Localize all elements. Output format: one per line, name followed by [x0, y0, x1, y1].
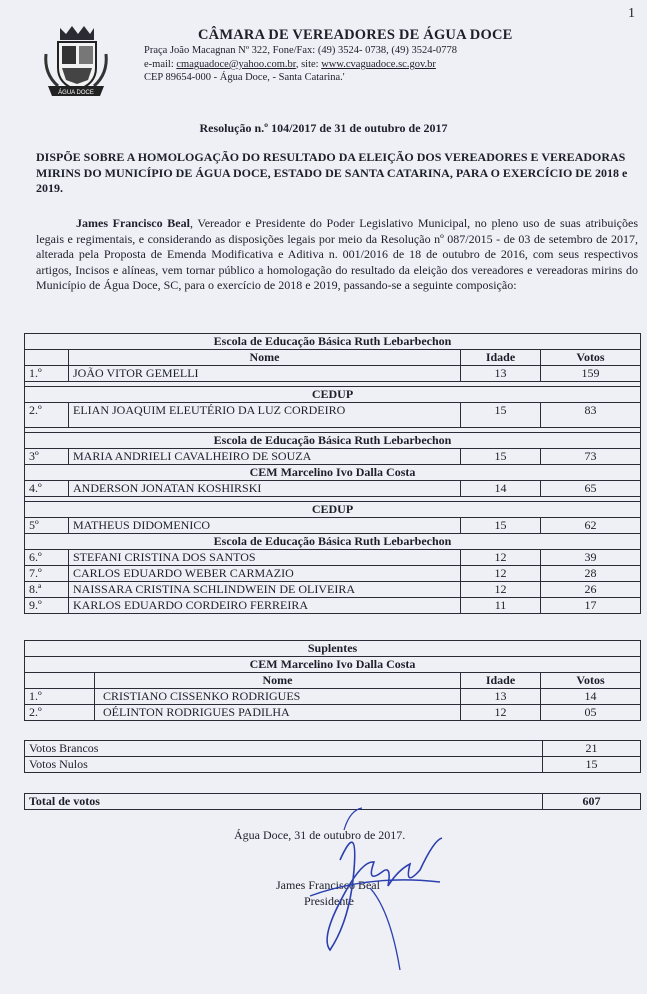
- page-number: 1: [628, 6, 635, 21]
- row-votes: 05: [541, 705, 641, 721]
- institution-address: Praça João Macagnan Nº 322, Fone/Fax: (49) 3524- 0738, (49) 3524-0778: [144, 45, 457, 56]
- institution-name: CÂMARA DE VEREADORES DE ÁGUA DOCE: [198, 27, 513, 43]
- row-name: CARLOS EDUARDO WEBER CARMAZIO: [69, 566, 461, 582]
- postal-code-line: CEP 89654-000 - Água Doce, - Santa Catarina.': [144, 72, 345, 83]
- table-row: [25, 705, 641, 721]
- total-votes-label: Total de votos: [25, 794, 543, 810]
- signer-name: James Francisco Beal: [276, 878, 380, 892]
- school-name: CEM Marcelino Ivo Dalla Costa: [25, 465, 641, 481]
- row-votes: 83: [541, 403, 641, 428]
- header-age: Idade: [461, 350, 541, 366]
- header-position: [25, 350, 69, 366]
- row-position: 5º: [25, 518, 69, 534]
- table-row: [25, 566, 641, 582]
- row-position: 4.º: [25, 481, 69, 497]
- resolution-title: Resolução n.º 104/2017 de 31 de outubro de 2017: [199, 121, 448, 135]
- null-votes-value: 15: [543, 757, 641, 773]
- substitutes-title-row: [25, 641, 641, 657]
- row-name: STEFANI CRISTINA DOS SANTOS: [69, 550, 461, 566]
- header-votes: Votos: [541, 350, 641, 366]
- table-row: [25, 518, 641, 534]
- crest-ribbon-text: ÁGUA DOCE: [58, 90, 94, 96]
- row-votes: 26: [541, 582, 641, 598]
- school-section-row: [25, 433, 641, 449]
- school-section-row: [25, 502, 641, 518]
- row-name: KARLOS EDUARDO CORDEIRO FERREIRA: [69, 598, 461, 614]
- table-row: [25, 582, 641, 598]
- school-name: Escola de Educação Básica Ruth Lebarbechon: [25, 433, 641, 449]
- row-age: 15: [461, 518, 541, 534]
- row-position: 2.º: [25, 403, 69, 428]
- row-age: 12: [461, 582, 541, 598]
- row-name: JOÃO VITOR GEMELLI: [69, 366, 461, 382]
- header-position: [25, 673, 95, 689]
- substitutes-school: CEM Marcelino Ivo Dalla Costa: [25, 657, 641, 673]
- row-position: 2.º: [25, 705, 95, 721]
- signer-role: Presidente: [304, 894, 354, 908]
- row-position: 7.º: [25, 566, 69, 582]
- school-section-row: [25, 387, 641, 403]
- header-name: Nome: [95, 673, 461, 689]
- row-position: 6.º: [25, 550, 69, 566]
- school-section-row: [25, 465, 641, 481]
- results-table: [24, 333, 641, 614]
- row-age: 14: [461, 481, 541, 497]
- row-name: NAISSARA CRISTINA SCHLINDWEIN DE OLIVEIRA: [69, 582, 461, 598]
- site-label: , site:: [295, 59, 319, 70]
- row-position: 8.ª: [25, 582, 69, 598]
- intro-paragraph: [36, 216, 638, 294]
- row-votes: 65: [541, 481, 641, 497]
- header-age: Idade: [461, 673, 541, 689]
- row-position: 9.º: [25, 598, 69, 614]
- resolution-subject: DISPÕE SOBRE A HOMOLOGAÇÃO DO RESULTADO DA ELEIÇÃO DOS VEREADORES E VEREADORAS MIRINS DO MUNICÍPIO DE ÁGUA DOCE, ESTADO DE SANTA CATARINA, PARA O EXERCÍCIO DE 2018 e 2019.: [36, 150, 628, 195]
- school-section-row: [25, 334, 641, 350]
- row-position: 1.º: [25, 689, 95, 705]
- school-name: Escola de Educação Básica Ruth Lebarbechon: [25, 334, 641, 350]
- row-votes: 73: [541, 449, 641, 465]
- school-name: CEDUP: [25, 387, 641, 403]
- row-age: 12: [461, 705, 541, 721]
- substitutes-table: [24, 640, 641, 721]
- school-name: Escola de Educação Básica Ruth Lebarbechon: [25, 534, 641, 550]
- row-age: 15: [461, 449, 541, 465]
- row-name: MARIA ANDRIELI CAVALHEIRO DE SOUZA: [69, 449, 461, 465]
- header-name: Nome: [69, 350, 461, 366]
- row-name: MATHEUS DIDOMENICO: [69, 518, 461, 534]
- school-section-row: [25, 534, 641, 550]
- substitutes-title: Suplentes: [25, 641, 641, 657]
- table-row: [25, 550, 641, 566]
- row-age: 12: [461, 550, 541, 566]
- row-age: 13: [461, 366, 541, 382]
- table-row: [25, 481, 641, 497]
- row-position: 3º: [25, 449, 69, 465]
- row-age: 11: [461, 598, 541, 614]
- row-votes: 28: [541, 566, 641, 582]
- row-name: OÉLINTON RODRIGUES PADILHA: [95, 705, 461, 721]
- row-name: CRISTIANO CISSENKO RODRIGUES: [95, 689, 461, 705]
- email-label: e-mail:: [144, 59, 174, 70]
- null-votes-label: Votos Nulos: [25, 757, 543, 773]
- place-date: Água Doce, 31 de outubro de 2017.: [234, 828, 406, 842]
- intro-text: , Vereador e Presidente do Poder Legislativo Municipal, no pleno uso de suas atribuições legais e regimentais, e considerando as disposições legais por meio da Resolução nº 087/2015 - de 03 de setembro de 2017, alterada pela Proposta de Emenda Modificativa e Aditiva n. 001/2016 de 18 de outubro de 2016, com seus respectivos artigos, Incisos e alíneas, vem tornar público a homologação do resultado da eleição dos vereadores e vereadoras mirins do Município de Água Doce, SC, para o exercício de 2018 e 2019, passando-se a seguinte composição:: [36, 216, 638, 292]
- blank-votes-value: 21: [543, 741, 641, 757]
- row-votes: 17: [541, 598, 641, 614]
- substitutes-school-row: [25, 657, 641, 673]
- table-row: [25, 598, 641, 614]
- row-age: 12: [461, 566, 541, 582]
- row-position: 1.º: [25, 366, 69, 382]
- substitutes-header-row: [25, 673, 641, 689]
- handwritten-signature-icon: [270, 800, 460, 980]
- president-name: James Francisco Beal: [76, 216, 190, 230]
- table-row: [25, 689, 641, 705]
- row-age: 13: [461, 689, 541, 705]
- municipal-crest-icon: [40, 24, 112, 100]
- row-votes: 62: [541, 518, 641, 534]
- row-name: ANDERSON JONATAN KOSHIRSKI: [69, 481, 461, 497]
- row-age: 15: [461, 403, 541, 428]
- email-link[interactable]: cmaguadoce@yahoo.com.br: [176, 59, 296, 70]
- header-votes: Votos: [541, 673, 641, 689]
- row-votes: 14: [541, 689, 641, 705]
- school-name: CEDUP: [25, 502, 641, 518]
- site-link[interactable]: www.cvaguadoce.sc.gov.br: [321, 59, 436, 70]
- table-row: [25, 366, 641, 382]
- blank-null-votes-table: [24, 740, 641, 773]
- row-votes: 159: [541, 366, 641, 382]
- blank-votes-label: Votos Brancos: [25, 741, 543, 757]
- row-name: ELIAN JOAQUIM ELEUTÉRIO DA LUZ CORDEIRO: [69, 403, 461, 428]
- row-votes: 39: [541, 550, 641, 566]
- total-votes-value: 607: [543, 794, 641, 810]
- blank-votes-row: [25, 741, 641, 757]
- table-row: [25, 449, 641, 465]
- contact-line: [144, 59, 436, 70]
- table-row: [25, 403, 641, 428]
- column-header-row: [25, 350, 641, 366]
- null-votes-row: [25, 757, 641, 773]
